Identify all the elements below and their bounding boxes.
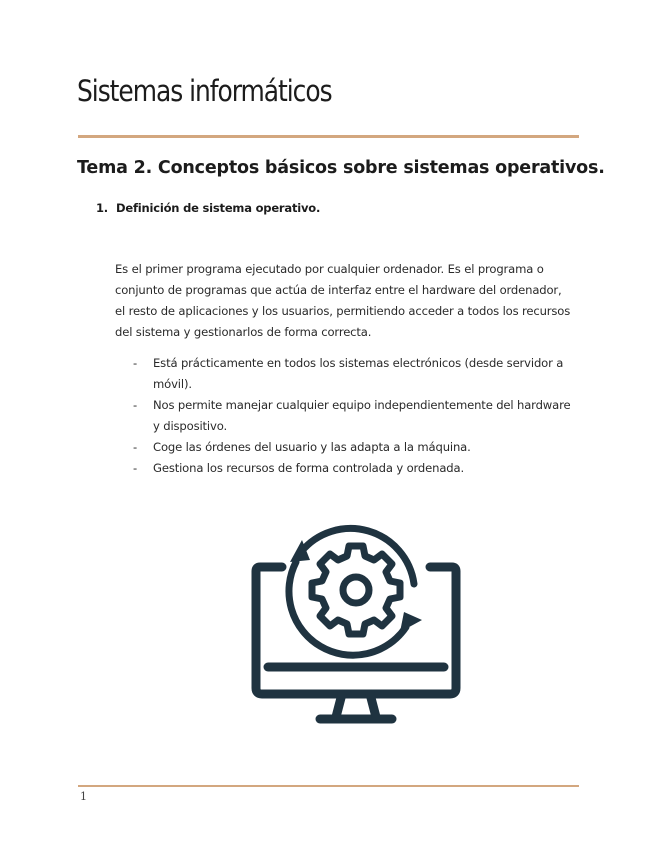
item-number: 1. bbox=[96, 201, 108, 215]
bullet-marker: - bbox=[133, 398, 138, 412]
list-item bbox=[133, 353, 578, 395]
footer-divider bbox=[78, 785, 579, 787]
bullet-marker: - bbox=[133, 461, 138, 475]
definition-paragraph: Es el primer programa ejecutado por cualquier ordenador. Es el programa o conjunto de programas que actúa de interfaz entre el hardware del ordenador, el resto de aplicaciones y los usuarios, permitiendo acceder a todos los recursos del sistema y gestionarlos de forma correcta. bbox=[115, 262, 571, 339]
item-label: Definición de sistema operativo. bbox=[116, 201, 321, 215]
title-divider bbox=[78, 135, 579, 138]
document-title: Sistemas informáticos bbox=[77, 74, 332, 108]
computer-settings-icon bbox=[246, 512, 466, 732]
list-item-text: Gestiona los recursos de forma controlada y ordenada. bbox=[153, 461, 464, 475]
list-item-text: Coge las órdenes del usuario y las adapta a la máquina. bbox=[153, 440, 471, 454]
page-number: 1 bbox=[80, 790, 87, 803]
bullet-marker: - bbox=[133, 440, 138, 454]
list-item bbox=[133, 458, 578, 479]
numbered-item bbox=[96, 201, 320, 215]
list-item bbox=[133, 395, 578, 437]
section-heading: Tema 2. Conceptos básicos sobre sistemas operativos. bbox=[77, 158, 605, 178]
bullet-marker: - bbox=[133, 356, 138, 370]
list-item-text: Está prácticamente en todos los sistemas electrónicos (desde servidor a móvil). bbox=[153, 356, 564, 391]
bullet-list bbox=[133, 353, 578, 479]
list-item-text: Nos permite manejar cualquier equipo independientemente del hardware y dispositivo. bbox=[153, 398, 571, 433]
list-item bbox=[133, 437, 578, 458]
